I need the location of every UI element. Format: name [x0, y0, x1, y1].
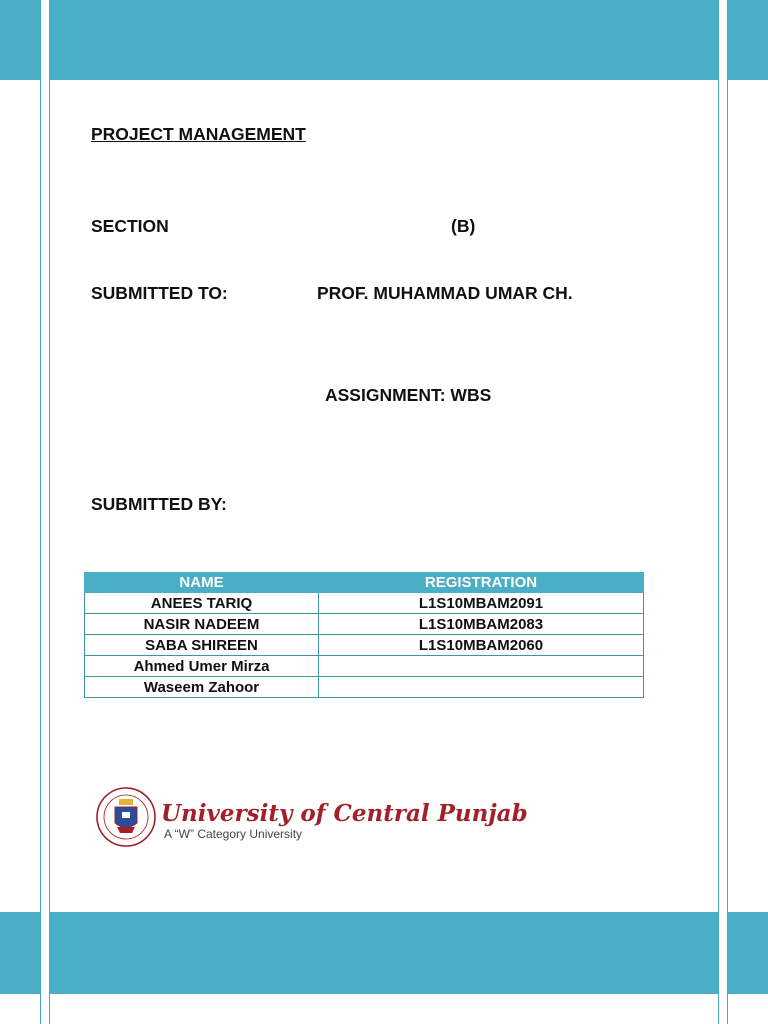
university-logo — [95, 785, 528, 850]
table-row — [85, 656, 644, 677]
section-value: (B) — [451, 216, 476, 236]
member-name: NASIR NADEEM — [85, 614, 319, 635]
header-band — [50, 0, 718, 80]
right-inner-border — [718, 0, 719, 1024]
member-registration: L1S10MBAM2083 — [319, 614, 644, 635]
header-band-right — [728, 0, 768, 80]
submitted-to-label: SUBMITTED TO: — [91, 283, 228, 303]
table-header-row — [85, 573, 644, 593]
table-row — [85, 614, 644, 635]
left-outer-border — [40, 0, 41, 1024]
table-row — [85, 677, 644, 698]
column-header-name: NAME — [85, 573, 319, 593]
member-name: ANEES TARIQ — [85, 593, 319, 614]
footer-band-right — [728, 912, 768, 994]
section-label: SECTION — [91, 216, 169, 236]
column-header-registration: REGISTRATION — [319, 573, 644, 593]
member-registration — [319, 656, 644, 677]
university-seal-icon — [97, 788, 155, 846]
member-name: Ahmed Umer Mirza — [85, 656, 319, 677]
member-name: SABA SHIREEN — [85, 635, 319, 656]
assignment-title: ASSIGNMENT: WBS — [325, 385, 492, 405]
member-registration: L1S10MBAM2060 — [319, 635, 644, 656]
submitted-by-label: SUBMITTED BY: — [91, 494, 227, 514]
right-outer-border — [727, 0, 728, 1024]
footer-band-left — [0, 912, 40, 994]
university-name: University of Central Punjab — [161, 800, 528, 827]
table-row — [85, 635, 644, 656]
members-table — [84, 572, 644, 698]
header-band-left — [0, 0, 40, 80]
member-registration — [319, 677, 644, 698]
submitted-to-value: PROF. MUHAMMAD UMAR CH. — [317, 283, 573, 303]
member-registration: L1S10MBAM2091 — [319, 593, 644, 614]
table-row — [85, 593, 644, 614]
left-inner-border — [49, 0, 50, 1024]
footer-band — [50, 912, 718, 994]
university-tagline: A “W” Category University — [164, 827, 303, 841]
course-title: PROJECT MANAGEMENT — [91, 124, 306, 144]
member-name: Waseem Zahoor — [85, 677, 319, 698]
